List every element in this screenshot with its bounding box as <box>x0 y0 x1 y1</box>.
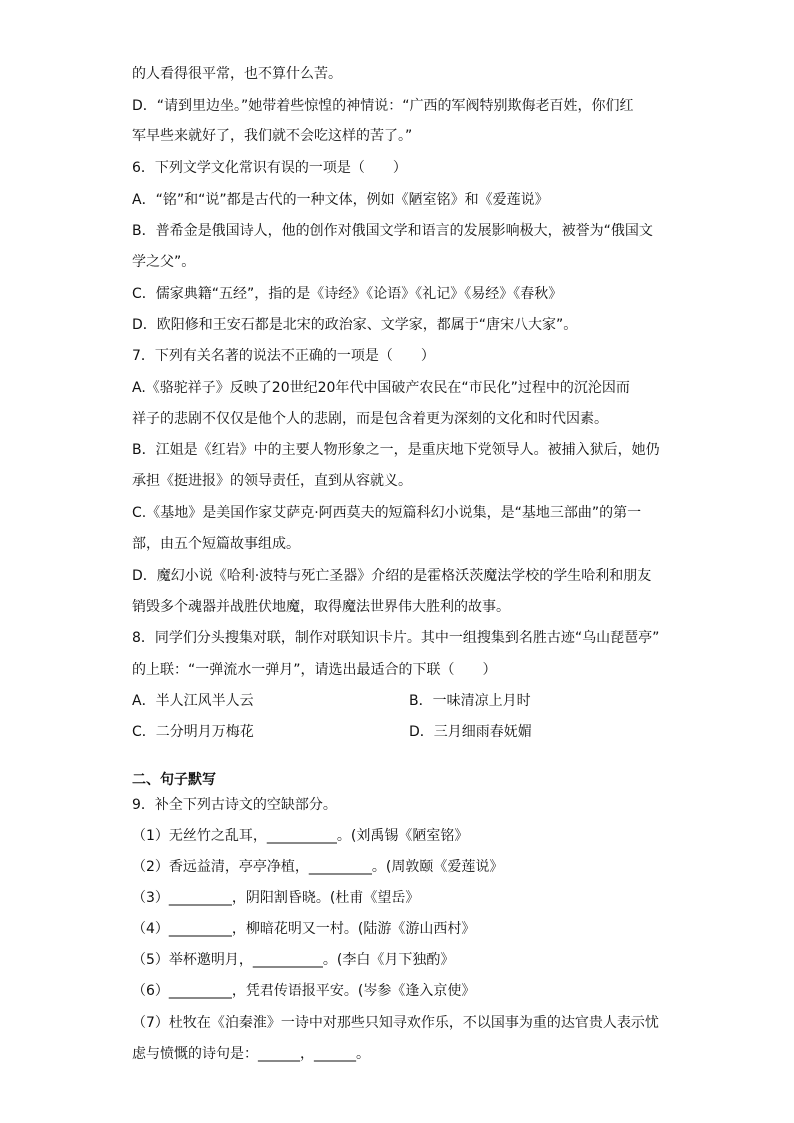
text-line: 的人看得很平常，也不算什么苦。 <box>132 66 342 82</box>
text-line: 的上联：“一弹流水一弹月”，请选出最适合的下联（ ） <box>132 662 497 678</box>
text-line: 祥子的悲剧不仅仅是他个人的悲剧，而是包含着更为深刻的文化和时代因素。 <box>132 411 608 427</box>
text-line: C．儒家典籍“五经”，指的是《诗经》《论语》《礼记》《易经》《春秋》 <box>132 286 563 302</box>
question-8: 8．同学们分头搜集对联，制作对联知识卡片。其中一组搜集到名胜古迹“乌山琵琶亭” <box>132 630 660 646</box>
fill-item: （5）举杯邀明月，__________。(李白《月下独酌》 <box>132 952 455 968</box>
text-line: D．“请到里边坐。”她带着些惊惶的神情说：“广西的军阀特别欺侮老百姓，你们红 <box>132 98 634 114</box>
question-9: 9．补全下列古诗文的空缺部分。 <box>132 797 337 813</box>
fill-item: （1）无丝竹之乱耳，__________。(刘禹锡《陋室铭》 <box>132 828 469 844</box>
text-line: C.《基地》是美国作家艾萨克·阿西莫夫的短篇科幻小说集，是“基地三部曲”的第一 <box>132 505 642 521</box>
text-line: A.《骆驼祥子》反映了20世纪20年代中国破产农民在“市民化”过程中的沉沦因而 <box>132 380 630 396</box>
text-line: A．“铭”和“说”都是古代的一种文体，例如《陋室铭》和《爱莲说》 <box>132 192 549 208</box>
fill-item: （4）_________，柳暗花明又一村。(陆游《游山西村》 <box>132 921 476 937</box>
section-title: 二、句子默写 <box>132 772 216 788</box>
text-line: D．欧阳修和王安石都是北宋的政治家、文学家，都属于“唐宋八大家”。 <box>132 317 578 333</box>
fill-item: （6）_________，凭君传语报平安。(岑参《逢入京使》 <box>132 983 476 999</box>
text-line: B．普希金是俄国诗人，他的创作对俄国文学和语言的发展影响极大，被誉为“俄国文 <box>132 223 653 239</box>
option-c: C．二分明月万梅花 <box>132 724 254 740</box>
text-line: 销毁多个魂器并战胜伏地魔，取得魔法世界伟大胜利的故事。 <box>132 599 510 615</box>
option-b: B．一味清凉上月时 <box>409 693 531 709</box>
text-line: 承担《挺进报》的领导责任，直到从容就义。 <box>132 473 412 489</box>
text-line: 虑与愤慨的诗句是：______，______。 <box>132 1046 370 1062</box>
fill-item: （3）_________，阴阳割昏晓。(杜甫《望岳》 <box>132 890 420 906</box>
text-line: D．魔幻小说《哈利·波特与死亡圣器》介绍的是霍格沃茨魔法学校的学生哈利和朋友 <box>132 568 652 584</box>
fill-item: （2）香远益清，亭亭净植，_________。(周敦颐《爱莲说》 <box>132 859 504 875</box>
fill-item: （7）杜牧在《泊秦淮》一诗中对那些只知寻欢作乐，不以国事为重的达官贵人表示忧 <box>132 1015 659 1031</box>
text-line: 军早些来就好了，我们就不会吃这样的苦了。” <box>132 128 413 144</box>
option-d: D．三月细雨春妩媚 <box>409 724 532 740</box>
text-line: 学之父”。 <box>132 254 196 270</box>
question-7: 7．下列有关名著的说法不正确的一项是（ ） <box>132 348 435 364</box>
text-line: B．江姐是《红岩》中的主要人物形象之一，是重庆地下党领导人。被捕入狱后，她仍 <box>132 442 660 458</box>
text-line: 部，由五个短篇故事组成。 <box>132 536 300 552</box>
option-a: A．半人江风半人云 <box>132 693 254 709</box>
question-6: 6．下列文学文化常识有误的一项是（ ） <box>132 160 407 176</box>
